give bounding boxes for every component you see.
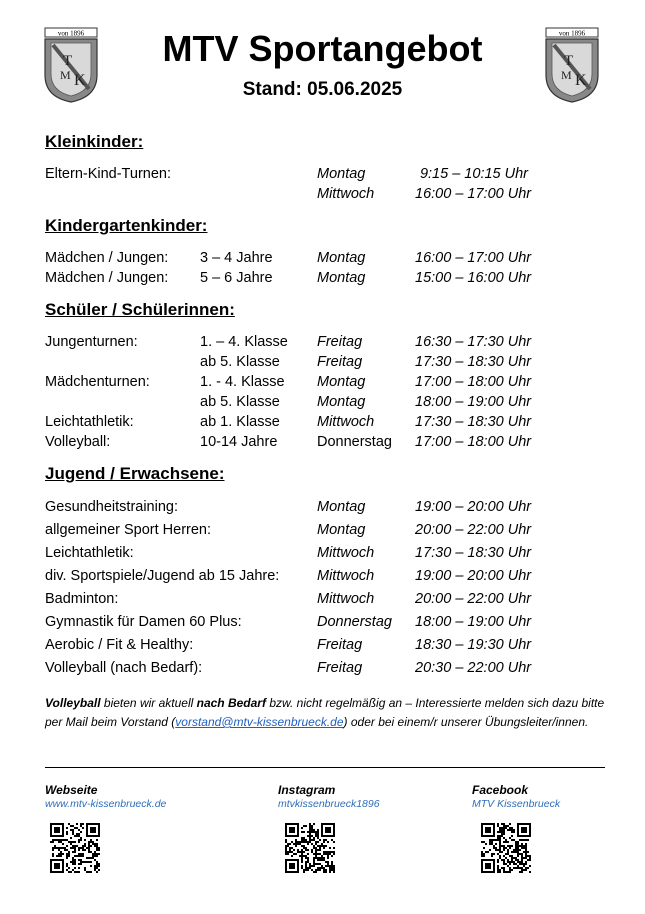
section-heading: Schüler / Schülerinnen: [45, 300, 235, 319]
schedule-row [45, 268, 605, 288]
schedule-row [45, 432, 605, 452]
activity-day: Montag [317, 394, 366, 410]
activity-time: 20:00 – 22:00 Uhr [415, 522, 532, 538]
section-heading: Kindergartenkinder: [45, 216, 208, 235]
activity-name: Volleyball: [45, 434, 111, 450]
activity-name: Mädchen / Jungen: [45, 250, 169, 266]
activity-age: 10-14 Jahre [200, 434, 278, 450]
activity-time: 20:30 – 22:00 Uhr [415, 660, 532, 676]
qr-code-instagram-icon[interactable] [285, 823, 335, 873]
activity-name: Eltern-Kind-Turnen: [45, 166, 171, 182]
activity-age: ab 5. Klasse [200, 394, 280, 410]
activity-name [45, 352, 200, 372]
schedule-row [45, 565, 605, 588]
svg-text:K: K [575, 72, 587, 89]
activity-age: ab 1. Klasse [200, 414, 280, 430]
activity-age: 1. – 4. Klasse [200, 334, 288, 350]
svg-text:T: T [564, 53, 574, 69]
schedule-row [45, 496, 605, 519]
email-link[interactable]: vorstand@mtv-kissenbrueck.de [175, 715, 344, 729]
activity-time: 20:00 – 22:00 Uhr [415, 591, 532, 607]
website-link[interactable]: www.mtv-kissenbrueck.de [45, 798, 167, 810]
activity-name: allgemeiner Sport Herren: [45, 522, 212, 538]
note-bold-volleyball: Volleyball [45, 696, 101, 710]
logo-top-text: von 1896 [558, 29, 586, 38]
activity-name: Volleyball (nach Bedarf): [45, 660, 203, 676]
footer-heading: Webseite [45, 783, 98, 797]
activity-name: Leichtathletik: [45, 414, 134, 430]
activity-time: 19:00 – 20:00 Uhr [415, 568, 532, 584]
schedule-row [45, 392, 605, 412]
activity-name: Leichtathletik: [45, 545, 134, 561]
section-kindergartenkinder [45, 216, 605, 288]
section-heading: Kleinkinder: [45, 132, 144, 151]
activity-day: Montag [317, 250, 366, 266]
logo-top-text: von 1896 [57, 29, 85, 38]
activity-name: Jungenturnen: [45, 334, 138, 350]
section-kleinkinder [45, 132, 605, 204]
activity-age: 5 – 6 Jahre [200, 270, 273, 286]
footer-heading: Instagram [278, 783, 336, 797]
schedule-row [45, 352, 605, 372]
activity-day: Mittwoch [317, 545, 375, 561]
activity-day: Mittwoch [317, 568, 375, 584]
activity-time: 16:00 – 17:00 Uhr [415, 250, 532, 266]
schedule-row [45, 372, 605, 392]
activity-name: Mädchen / Jungen: [45, 270, 169, 286]
activity-name [45, 184, 200, 204]
schedule-row [45, 634, 605, 657]
activity-time: 15:00 – 16:00 Uhr [415, 270, 532, 286]
activity-age: 1. - 4. Klasse [200, 374, 285, 390]
schedule-row [45, 542, 605, 565]
activity-age: 3 – 4 Jahre [200, 250, 273, 266]
note-text: bzw. nicht regelmäßig an – Interessierte melden sich dazu bitte per Mail beim Vorstand ( [45, 696, 605, 729]
activity-name: Gymnastik für Damen 60 Plus: [45, 614, 242, 630]
activity-day: Freitag [317, 637, 363, 653]
footer-instagram [278, 783, 380, 810]
activity-day: Mittwoch [317, 414, 375, 430]
svg-text:T: T [63, 53, 73, 69]
section-heading: Jugend / Erwachsene: [45, 464, 225, 483]
schedule-row [45, 657, 605, 680]
activity-name: Badminton: [45, 591, 119, 607]
schedule-row [45, 611, 605, 634]
activity-day: Montag [317, 499, 366, 515]
activity-time: 17:00 – 18:00 Uhr [415, 374, 532, 390]
note-text: bieten wir aktuell [100, 696, 197, 710]
svg-text:K: K [74, 72, 86, 89]
activity-name [45, 392, 200, 412]
footer-divider [45, 767, 605, 768]
schedule-row [45, 332, 605, 352]
activity-time: 9:15 – 10:15 Uhr [419, 166, 528, 182]
activity-age [200, 184, 317, 204]
section-jugend-erwachsene [45, 464, 605, 680]
schedule-row [45, 184, 605, 204]
activity-day: Mittwoch [317, 186, 375, 202]
activity-day: Montag [317, 522, 366, 538]
footer-website [45, 783, 166, 810]
qr-code-website-icon[interactable] [50, 823, 100, 873]
schedule-row [45, 412, 605, 432]
activity-day: Donnerstag [317, 434, 392, 450]
activity-time: 16:30 – 17:30 Uhr [415, 334, 532, 350]
activity-day: Mittwoch [317, 591, 375, 607]
schedule-row [45, 248, 605, 268]
activity-time: 17:30 – 18:30 Uhr [415, 354, 532, 370]
activity-day: Montag [317, 166, 366, 182]
activity-name: Mädchenturnen: [45, 374, 150, 390]
page-title: MTV Sportangebot [162, 28, 483, 69]
activity-name: Aerobic / Fit & Healthy: [45, 637, 194, 653]
instagram-link[interactable]: mtvkissenbrueck1896 [278, 798, 380, 810]
schedule-row [45, 588, 605, 611]
footer-heading: Facebook [472, 783, 529, 797]
activity-day: Montag [317, 374, 366, 390]
activity-time: 16:00 – 17:00 Uhr [415, 186, 532, 202]
activity-time: 18:00 – 19:00 Uhr [415, 394, 532, 410]
activity-time: 19:00 – 20:00 Uhr [415, 499, 532, 515]
activity-age [200, 164, 317, 184]
schedule-row [45, 519, 605, 542]
activity-name: Gesundheitstraining: [45, 499, 178, 515]
schedule [45, 132, 605, 692]
svg-text:M: M [561, 68, 572, 82]
footer-facebook [472, 783, 560, 810]
activity-time: 18:30 – 19:30 Uhr [415, 637, 532, 653]
activity-day: Freitag [317, 334, 363, 350]
activity-day: Donnerstag [317, 614, 392, 630]
activity-time: 17:30 – 18:30 Uhr [415, 545, 532, 561]
activity-name: div. Sportspiele/Jugend ab 15 Jahre: [45, 568, 280, 584]
activity-age: ab 5. Klasse [200, 354, 280, 370]
activity-time: 18:00 – 19:00 Uhr [415, 614, 532, 630]
page-subtitle: Stand: 05.06.2025 [242, 79, 403, 100]
qr-code-facebook-icon[interactable] [481, 823, 531, 873]
section-schueler [45, 300, 605, 452]
volleyball-note [45, 694, 605, 732]
activity-time: 17:30 – 18:30 Uhr [415, 414, 532, 430]
activity-day: Freitag [317, 354, 363, 370]
note-text: ) oder bei einem/r unserer Übungsleiter/innen. [343, 715, 589, 729]
facebook-link[interactable]: MTV Kissenbrueck [472, 798, 561, 810]
activity-day: Freitag [317, 660, 363, 676]
note-bold-bedarf: nach Bedarf [196, 696, 266, 710]
activity-time: 17:00 – 18:00 Uhr [415, 434, 532, 450]
schedule-row [45, 164, 605, 184]
activity-day: Montag [317, 270, 366, 286]
svg-text:M: M [60, 68, 71, 82]
